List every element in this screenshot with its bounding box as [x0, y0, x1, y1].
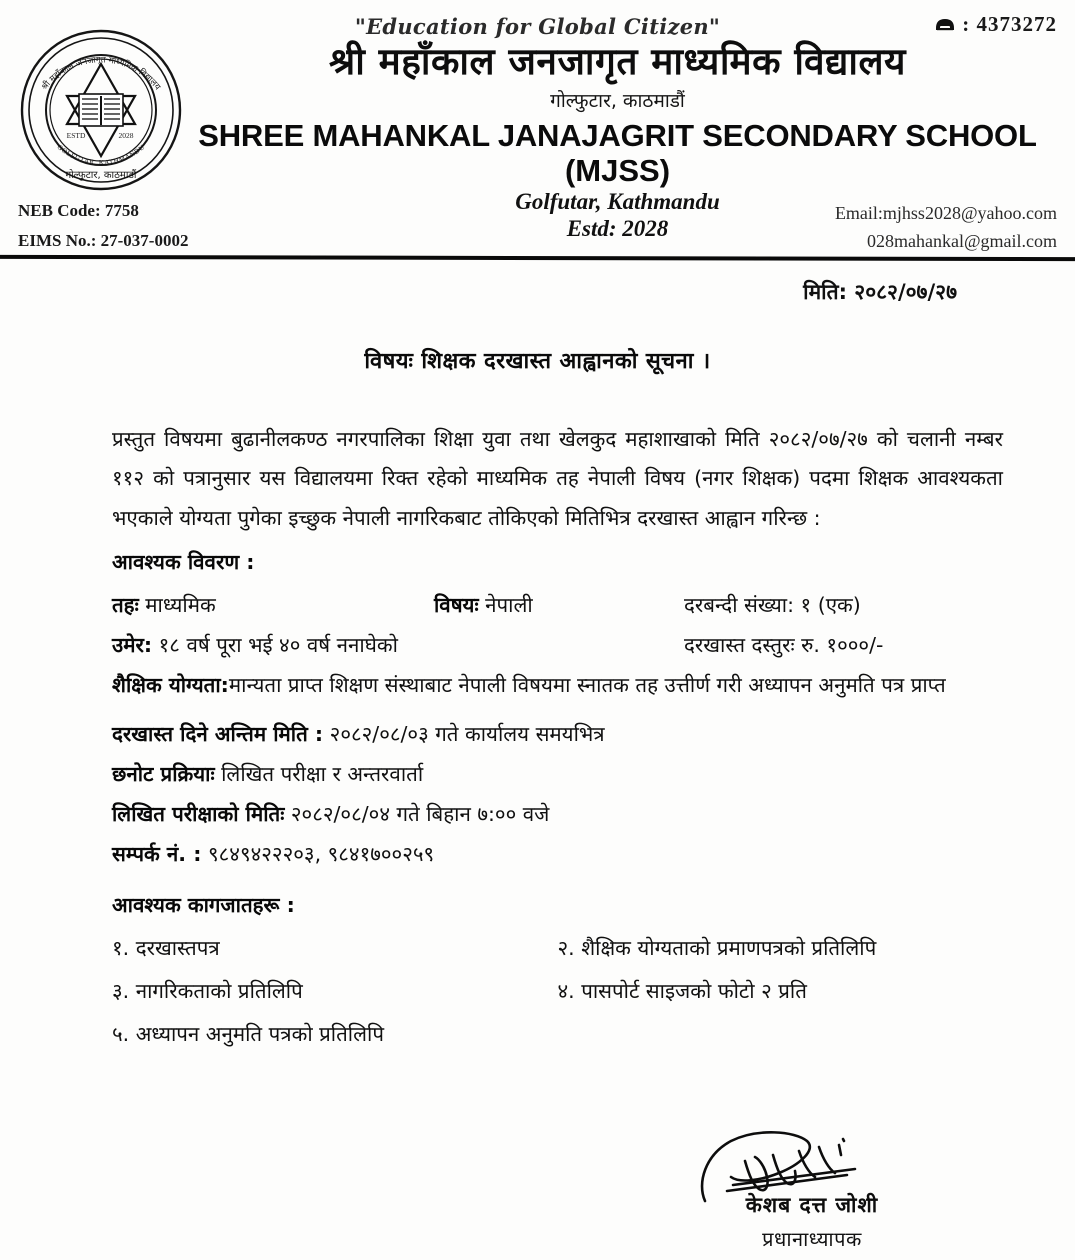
list-item: २. शैक्षिक योग्यताको प्रमाणपत्रको प्रतिलिपि	[557, 936, 877, 961]
details-row-2	[112, 626, 1003, 666]
selection-label: छनोट प्रक्रियाः	[112, 762, 215, 787]
fee-label: दरखास्त दस्तुरः	[684, 633, 795, 658]
school-abbreviation: (MJSS)	[564, 152, 671, 188]
svg-text:गोल्फुटार, काठमाडौं: गोल्फुटार, काठमाडौं	[65, 170, 137, 181]
email-secondary[interactable]: 028mahankal@gmail.com	[866, 230, 1057, 251]
signature-block	[667, 1125, 957, 1252]
deadline-value: २०८२/०८/०३ गते कार्यालय समयभित्र	[329, 722, 605, 747]
svg-text:GOLFUTAR, KATHMANDU: GOLFUTAR, KATHMANDU	[55, 143, 147, 167]
age-field	[112, 626, 684, 666]
posts-label: दरबन्दी संख्या:	[684, 593, 794, 618]
school-address-nepali: गोल्फुटार, काठमाडौं	[550, 89, 685, 112]
handwritten-signature	[667, 1125, 957, 1203]
school-name-nepali: श्री महाँकाल जनजागृत माध्यमिक विद्यालय	[329, 40, 906, 83]
header-divider	[0, 255, 1075, 261]
list-item: ४. पासपोर्ट साइजको फोटो २ प्रति	[557, 979, 807, 1004]
school-tagline: "Education for Global Citizen"	[354, 14, 721, 39]
school-seal-logo	[16, 26, 186, 194]
qualification-label: शैक्षिक योग्यता:	[112, 673, 229, 698]
subject-field	[434, 586, 684, 626]
telephone-icon	[934, 15, 956, 35]
required-documents-list	[112, 927, 1003, 1056]
age-label: उमेर:	[112, 633, 153, 658]
deadline-label: दरखास्त दिने अन्तिम मिति :	[112, 722, 324, 747]
svg-text:2028: 2028	[118, 131, 134, 140]
document-date: मिति: २०८२/०७/२७	[803, 280, 957, 304]
email-primary[interactable]: Email:mjhss2028@yahoo.com	[834, 203, 1057, 223]
intro-paragraph: प्रस्तुत विषयमा बुढानीलकण्ठ नगरपालिका शिक्षा युवा तथा खेलकुद महाशाखाको मिति २०८२/०७/२७ को चलानी नम्बर ११२ को पत्रानुसार यस विद्यालयमा रिक्त रहेको माध्यमिक तह नेपाली विषय (नगर शिक्षक) पदमा शिक्षक आवश्यकता भएकाले योग्यता पुगेका इच्छुक नेपाली नागरिकबाट तोकिएको मितिभित्र दरखास्त आह्वान गरिन्छ :	[112, 427, 1003, 530]
contact-value: ९८४९४२२२०३, ९८४१७००२५९	[207, 842, 435, 867]
subject-field-label: विषयः	[434, 593, 479, 618]
level-value: माध्यमिक	[145, 593, 216, 618]
details-row-1	[112, 586, 1003, 626]
notice-body	[112, 420, 1003, 1056]
list-item: ३. नागरिकताको प्रतिलिपि	[112, 979, 303, 1004]
fee-value: रु. १०००/-	[801, 633, 884, 658]
email-contacts	[835, 200, 1057, 256]
subject-line: विषयः शिक्षक दरखास्त आह्वानको सूचना ।	[364, 349, 711, 374]
school-name-english: SHREE MAHANKAL JANAJAGRIT SECONDARY SCHOOL	[198, 117, 1037, 153]
qualification-value: मान्यता प्राप्त शिक्षण संस्थाबाट नेपाली विषयमा स्नातक तह उत्तीर्ण गरी अध्यापन अनुमति पत्र प्राप्त	[228, 673, 946, 698]
subject-field-value: नेपाली	[485, 593, 533, 618]
level-label: तहः	[112, 593, 139, 618]
documents-heading: आवश्यक कागजातहरू :	[112, 893, 295, 918]
phone-contact	[934, 12, 1057, 37]
contact-field	[112, 835, 1003, 875]
phone-number: : 4373272	[962, 12, 1057, 36]
exam-date-value: २०८२/०८/०४ गते बिहान ७:०० वजे	[290, 802, 550, 827]
letterhead	[0, 0, 1075, 258]
registration-codes	[18, 196, 188, 256]
fee-field	[684, 626, 1003, 666]
exam-date-field	[112, 795, 1003, 835]
signatory-title: प्रधानाध्यापक	[762, 1227, 862, 1251]
neb-code: NEB Code: 7758	[18, 201, 139, 220]
school-established-year: Estd: 2028	[566, 216, 669, 242]
school-address-english: Golfutar, Kathmandu	[515, 189, 720, 215]
posts-value: १ (एक)	[800, 593, 861, 618]
svg-text:ESTD: ESTD	[66, 131, 86, 140]
qualification-field	[112, 666, 1003, 705]
list-item: ५. अध्यापन अनुमति पत्रको प्रतिलिपि	[112, 1022, 384, 1047]
selection-field	[112, 755, 1003, 795]
deadline-field	[112, 715, 1003, 755]
details-heading: आवश्यक विवरण :	[112, 550, 255, 575]
svg-text:श्री महाँकाल जनजागृत माध्यमिक: श्री महाँकाल जनजागृत माध्यमिक विद्यालय	[39, 55, 163, 93]
posts-field	[684, 586, 1003, 626]
list-item: १. दरखास्तपत्र	[112, 936, 220, 961]
level-field	[112, 586, 434, 626]
signatory-name: केशब दत्त जोशी	[745, 1193, 879, 1217]
selection-value: लिखित परीक्षा र अन्तरवार्ता	[221, 762, 424, 787]
age-value: १८ वर्ष पूरा भई ४० वर्ष ननाघेको	[158, 633, 398, 658]
exam-date-label: लिखित परीक्षाको मितिः	[112, 802, 285, 827]
contact-label: सम्पर्क नं. :	[112, 842, 202, 867]
eims-number: EIMS No.: 27-037-0002	[18, 230, 189, 250]
